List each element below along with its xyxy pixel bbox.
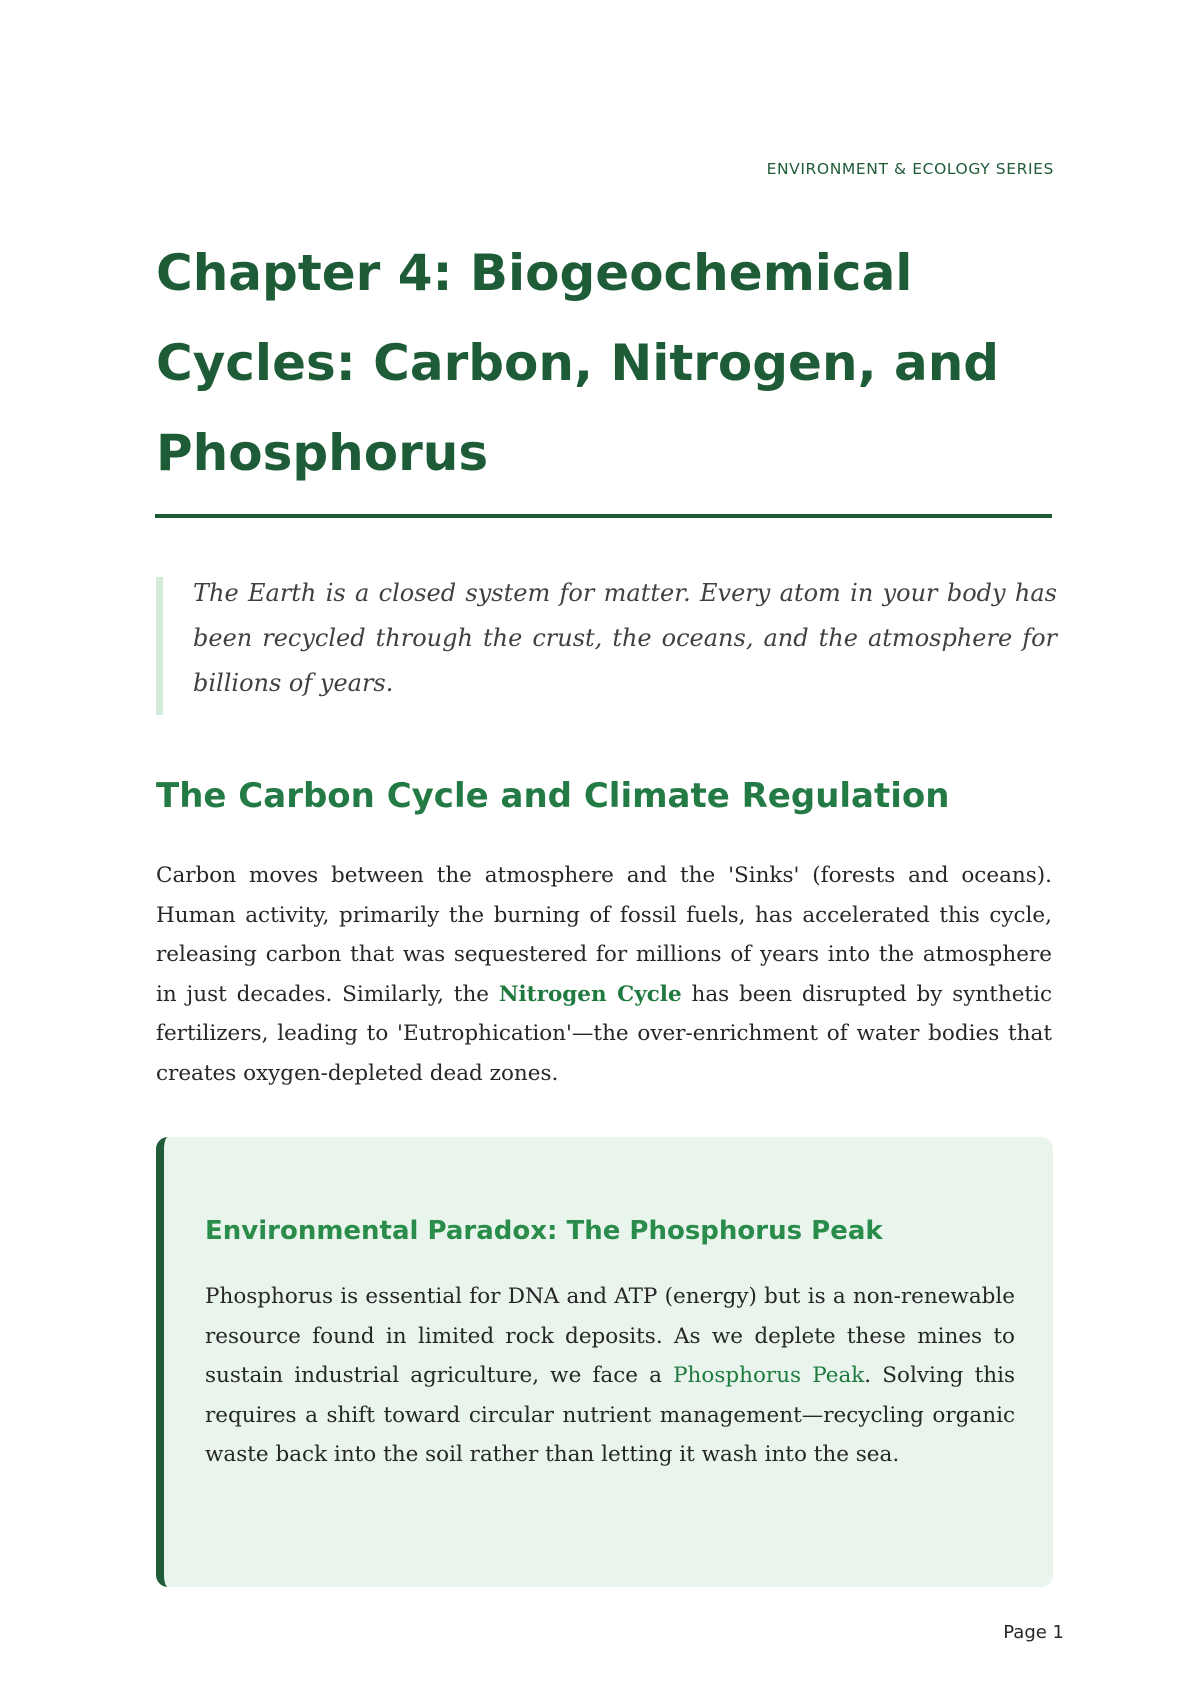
title-divider (155, 514, 1052, 518)
pull-quote (156, 577, 1056, 715)
series-label: ENVIRONMENT & ECOLOGY SERIES (766, 160, 1054, 178)
quote-text: The Earth is a closed system for matter. Every atom in your body has been recycled through the crust, the oceans, and the atmosphere for billions of years. (193, 579, 1057, 697)
callout-title: Environmental Paradox: The Phosphorus Peak (205, 1216, 883, 1246)
paragraph-text-start: Carbon moves between the atmosphere and the 'Sinks' (forests and oceans). Human activity, primarily the burning of fossil fuels, has accelerated this cycle, releasing carbon that was sequestered for millions of years into the atmosphere in just decades. Similarly, the (156, 863, 1052, 1007)
nitrogen-cycle-highlight: Nitrogen Cycle (498, 981, 682, 1007)
body-paragraph (156, 856, 1052, 1093)
chapter-title: Chapter 4: Biogeochemical Cycles: Carbon, Nitrogen, and Phosphorus (156, 244, 1000, 482)
paragraph-text-end: has been disrupted by synthetic fertilizers, leading to 'Eutrophication'—the over-enrichment of water bodies that creates oxygen-depleted dead zones. (156, 981, 1052, 1086)
callout-text-start: Phosphorus is essential for DNA and ATP (energy) but is a non-renewable resource found in limited rock deposits. As we deplete these mines to sustain industrial agriculture, we face a (205, 1284, 1015, 1388)
phosphorus-peak-highlight: Phosphorus Peak (673, 1363, 865, 1388)
callout-text-end: . Solving this requires a shift toward circular nutrient management—recycling organic waste back into the soil rather than letting it wash into the sea. (205, 1363, 1015, 1467)
page-number: Page 1 (1003, 1622, 1064, 1643)
section-heading: The Carbon Cycle and Climate Regulation (156, 776, 950, 816)
callout-box (156, 1137, 1053, 1587)
quote-accent-bar (156, 577, 163, 715)
callout-body (205, 1277, 1015, 1475)
